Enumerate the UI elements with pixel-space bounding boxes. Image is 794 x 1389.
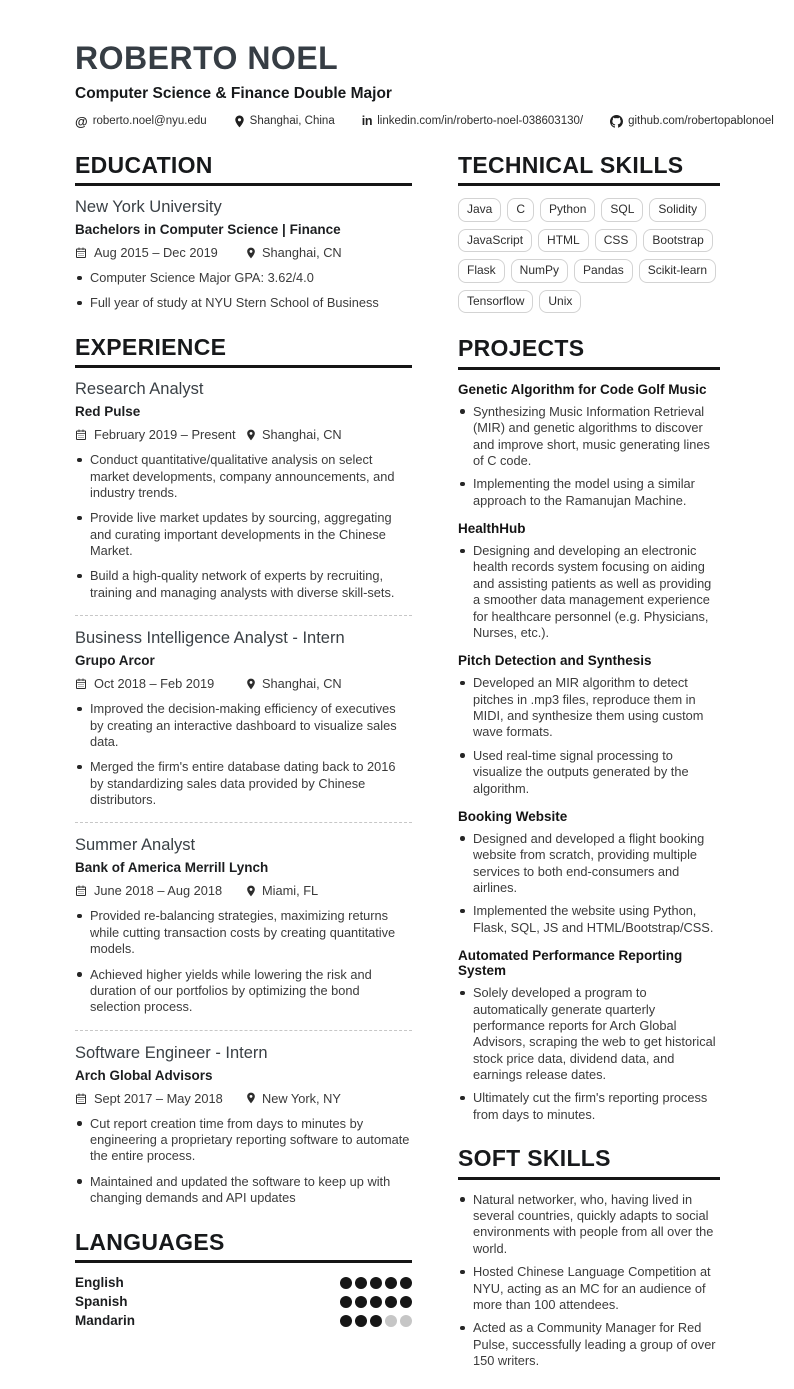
- skill-chip: JavaScript: [458, 229, 532, 253]
- calendar-icon: [75, 428, 87, 441]
- project-bullets: [458, 831, 720, 936]
- level-dot-empty: [385, 1315, 397, 1327]
- job-location: [246, 676, 342, 691]
- bullet: Maintained and updated the software to keep up with changing demands and API updates: [75, 1174, 412, 1207]
- left-column: [75, 152, 412, 1389]
- job-title: Summer Analyst: [75, 836, 196, 855]
- experience-entry: [75, 380, 412, 601]
- experience-entry: [75, 629, 412, 808]
- education-dates-text: Aug 2015 – Dec 2019: [94, 245, 218, 261]
- technical-skills-title: TECHNICAL SKILLS: [458, 152, 720, 186]
- bullet: Developed an MIR algorithm to detect pitches in .mp3 files, reproduce them in MIDI, and synthesize them using custom wave formats.: [458, 675, 720, 741]
- level-dot-filled: [370, 1277, 382, 1289]
- level-dot-filled: [400, 1277, 412, 1289]
- skill-chip: HTML: [538, 229, 589, 253]
- school-name: New York University: [75, 198, 222, 217]
- bullet: Merged the firm's entire database dating back to 2016 by standardizing sales data provided by Chinese distributors.: [75, 759, 412, 808]
- job-location-text: Miami, FL: [262, 883, 319, 899]
- project-name: HealthHub: [458, 521, 526, 537]
- education-dates: [75, 245, 246, 260]
- bullet: Achieved higher yields while lowering the risk and duration of our portfolios by optimizing the bond selection process.: [75, 967, 412, 1016]
- calendar-icon: [75, 246, 87, 259]
- skill-chip: Flask: [458, 259, 505, 283]
- level-dot-filled: [340, 1277, 352, 1289]
- bullet: Designing and developing an electronic health records system focusing on aiding and assisting patients as well as providing a smoother data management experience for healthcare personnel (e.g. Physicians, Nurses, etc.).: [458, 543, 720, 641]
- level-dot-filled: [355, 1296, 367, 1308]
- level-dot-filled: [340, 1296, 352, 1308]
- skill-chip: NumPy: [511, 259, 568, 283]
- language-row: [75, 1275, 412, 1290]
- education-meta: [75, 245, 412, 260]
- soft-skills-bullets: [458, 1192, 720, 1370]
- skill-chip: Tensorflow: [458, 290, 533, 314]
- github-text: github.com/robertopablonoel: [628, 115, 774, 128]
- skill-chip: SQL: [601, 198, 643, 222]
- project-entry: [458, 382, 720, 509]
- job-meta: [75, 883, 412, 898]
- project-name: Automated Performance Reporting System: [458, 948, 683, 979]
- person-name: ROBERTO NOEL: [75, 40, 339, 76]
- calendar-icon: [75, 1092, 87, 1105]
- job-location: [246, 427, 342, 442]
- entry-divider: [75, 615, 412, 616]
- skill-chip: Unix: [539, 290, 581, 314]
- bullet: Computer Science Major GPA: 3.62/4.0: [75, 270, 412, 286]
- calendar-icon: [75, 884, 87, 897]
- job-location: [246, 1091, 341, 1106]
- job-bullets: [75, 701, 412, 808]
- experience-title: EXPERIENCE: [75, 334, 412, 368]
- project-bullets: [458, 985, 720, 1123]
- skill-chip: Solidity: [649, 198, 706, 222]
- project-name: Genetic Algorithm for Code Golf Music: [458, 381, 707, 397]
- job-dates: [75, 883, 246, 898]
- level-dot-filled: [340, 1315, 352, 1327]
- experience-entry: [75, 836, 412, 1015]
- language-level-dots: [340, 1315, 412, 1327]
- bullet: Implementing the model using a similar approach to the Ramanujan Machine.: [458, 476, 720, 509]
- resume-header: [75, 40, 774, 129]
- skill-chip: C: [507, 198, 534, 222]
- company-name: Grupo Arcor: [75, 653, 155, 669]
- project-entry: [458, 809, 720, 936]
- contact-row: [75, 113, 774, 129]
- level-dot-filled: [385, 1277, 397, 1289]
- job-location-text: Shanghai, CN: [262, 676, 342, 692]
- location-pin-icon: [246, 247, 256, 259]
- degree-name: Bachelors in Computer Science | Finance: [75, 222, 341, 238]
- github-link[interactable]: [610, 115, 774, 128]
- project-bullets: [458, 543, 720, 641]
- skill-chip: CSS: [595, 229, 638, 253]
- project-bullets: [458, 404, 720, 509]
- project-name: Pitch Detection and Synthesis: [458, 653, 652, 669]
- right-column: [458, 152, 720, 1389]
- bullet: Synthesizing Music Information Retrieval (MIR) and genetic algorithms to discover and improve short, music generating lines of C code.: [458, 404, 720, 470]
- experience-section: [75, 334, 412, 1207]
- bullet: Full year of study at NYU Stern School of Business: [75, 295, 412, 311]
- education-title: EDUCATION: [75, 152, 412, 186]
- job-dates-text: Oct 2018 – Feb 2019: [94, 676, 215, 692]
- job-location-text: Shanghai, CN: [262, 427, 342, 443]
- at-icon: @: [75, 113, 88, 129]
- job-dates-text: February 2019 – Present: [94, 427, 236, 443]
- skill-chip: Pandas: [574, 259, 633, 283]
- skill-chip: Bootstrap: [643, 229, 712, 253]
- skill-chip: Python: [540, 198, 595, 222]
- location-pin-icon: [246, 429, 256, 441]
- bullet: Improved the decision-making efficiency of executives by creating an interactive dashboard to visualize sales data.: [75, 701, 412, 750]
- person-headline: Computer Science & Finance Double Major: [75, 84, 392, 102]
- language-level-dots: [340, 1296, 412, 1308]
- job-meta: [75, 676, 412, 691]
- level-dot-filled: [385, 1296, 397, 1308]
- level-dot-filled: [400, 1296, 412, 1308]
- job-bullets: [75, 1116, 412, 1207]
- entry-divider: [75, 822, 412, 823]
- bullet: Used real-time signal processing to visualize the outputs generated by the algorithm.: [458, 748, 720, 797]
- bullet: Implemented the website using Python, Flask, SQL, JS and HTML/Bootstrap/CSS.: [458, 903, 720, 936]
- job-meta: [75, 427, 412, 442]
- project-name: Booking Website: [458, 808, 568, 824]
- bullet: Build a high-quality network of experts by recruiting, training and managing analysts with diverse skill-sets.: [75, 568, 412, 601]
- job-location-text: New York, NY: [262, 1090, 341, 1106]
- language-name: Mandarin: [75, 1313, 136, 1329]
- level-dot-filled: [355, 1277, 367, 1289]
- job-dates-text: Sept 2017 – May 2018: [94, 1090, 223, 1106]
- location-item: [234, 115, 335, 128]
- bullet: Ultimately cut the firm's reporting process from days to minutes.: [458, 1090, 720, 1123]
- bullet: Conduct quantitative/qualitative analysis on select market developments, company announcements, and industry trends.: [75, 452, 412, 501]
- project-entry: [458, 653, 720, 797]
- level-dot-filled: [370, 1315, 382, 1327]
- linkedin-text: linkedin.com/in/roberto-noel-038603130/: [377, 115, 584, 128]
- education-location-text: Shanghai, CN: [262, 245, 342, 261]
- level-dot-filled: [370, 1296, 382, 1308]
- education-section: [75, 152, 412, 312]
- education-bullets: [75, 270, 412, 312]
- location-pin-icon: [246, 1092, 256, 1104]
- project-entry: [458, 948, 720, 1123]
- entry-divider: [75, 1030, 412, 1031]
- company-name: Arch Global Advisors: [75, 1067, 213, 1083]
- soft-skills-section: [458, 1145, 720, 1369]
- bullet: Solely developed a program to automatically generate quarterly performance reports for Arch Global Advisors, scraping the web to get historical stock price data, dividend data, and earnings release dates.: [458, 985, 720, 1083]
- project-bullets: [458, 675, 720, 797]
- experience-entry: [75, 1044, 412, 1207]
- skill-chips: [458, 198, 720, 313]
- location-pin-icon: [246, 678, 256, 690]
- language-name: English: [75, 1275, 124, 1291]
- calendar-icon: [75, 677, 87, 690]
- skill-chip: Scikit-learn: [639, 259, 716, 283]
- education-entry: [75, 198, 412, 312]
- language-row: [75, 1313, 412, 1328]
- company-name: Red Pulse: [75, 404, 141, 420]
- linkedin-icon: in: [361, 113, 373, 128]
- project-entry: [458, 521, 720, 641]
- job-dates: [75, 427, 246, 442]
- job-dates-text: June 2018 – Aug 2018: [94, 883, 223, 899]
- skill-chip: Java: [458, 198, 501, 222]
- bullet: Provided re-balancing strategies, maximizing returns while cutting transaction costs by creating quantitative models.: [75, 908, 412, 957]
- job-bullets: [75, 452, 412, 601]
- github-icon: [610, 115, 623, 128]
- location-text: Shanghai, China: [249, 115, 335, 128]
- education-location: [246, 245, 342, 260]
- level-dot-filled: [355, 1315, 367, 1327]
- job-meta: [75, 1091, 412, 1106]
- linkedin-link[interactable]: [362, 115, 583, 128]
- level-dot-empty: [400, 1315, 412, 1327]
- location-pin-icon: [234, 115, 245, 128]
- email-text: roberto.noel@nyu.edu: [92, 115, 207, 128]
- job-dates: [75, 1091, 246, 1106]
- bullet: Cut report creation time from days to minutes by engineering a proprietary reporting software to automate the entire process.: [75, 1116, 412, 1165]
- job-location: [246, 883, 318, 898]
- bullet: Designed and developed a flight booking website from scratch, providing multiple services to both end-consumers and airlines.: [458, 831, 720, 897]
- job-title: Software Engineer - Intern: [75, 1043, 268, 1062]
- bullet: Provide live market updates by sourcing, aggregating and curating important developments in the Chinese Market.: [75, 510, 412, 559]
- bullet: Natural networker, who, having lived in several countries, quickly adapts to social environments with people from all over the world.: [458, 1192, 720, 1258]
- job-bullets: [75, 908, 412, 1015]
- email-link[interactable]: [75, 115, 207, 128]
- technical-skills-section: [458, 152, 720, 314]
- job-dates: [75, 676, 246, 691]
- projects-title: PROJECTS: [458, 335, 720, 369]
- language-name: Spanish: [75, 1294, 128, 1310]
- language-row: [75, 1294, 412, 1309]
- bullet: Acted as a Community Manager for Red Pulse, successfully leading a group of over 150 writers.: [458, 1320, 720, 1369]
- job-title: Business Intelligence Analyst - Intern: [75, 629, 345, 648]
- languages-section: [75, 1229, 412, 1328]
- languages-title: LANGUAGES: [75, 1229, 412, 1263]
- soft-skills-title: SOFT SKILLS: [458, 1145, 720, 1179]
- job-title: Research Analyst: [75, 380, 204, 399]
- projects-section: [458, 335, 720, 1123]
- location-pin-icon: [246, 885, 256, 897]
- bullet: Hosted Chinese Language Competition at NYU, acting as an MC for an audience of more than 100 attendees.: [458, 1264, 720, 1313]
- company-name: Bank of America Merrill Lynch: [75, 860, 269, 876]
- language-level-dots: [340, 1277, 412, 1289]
